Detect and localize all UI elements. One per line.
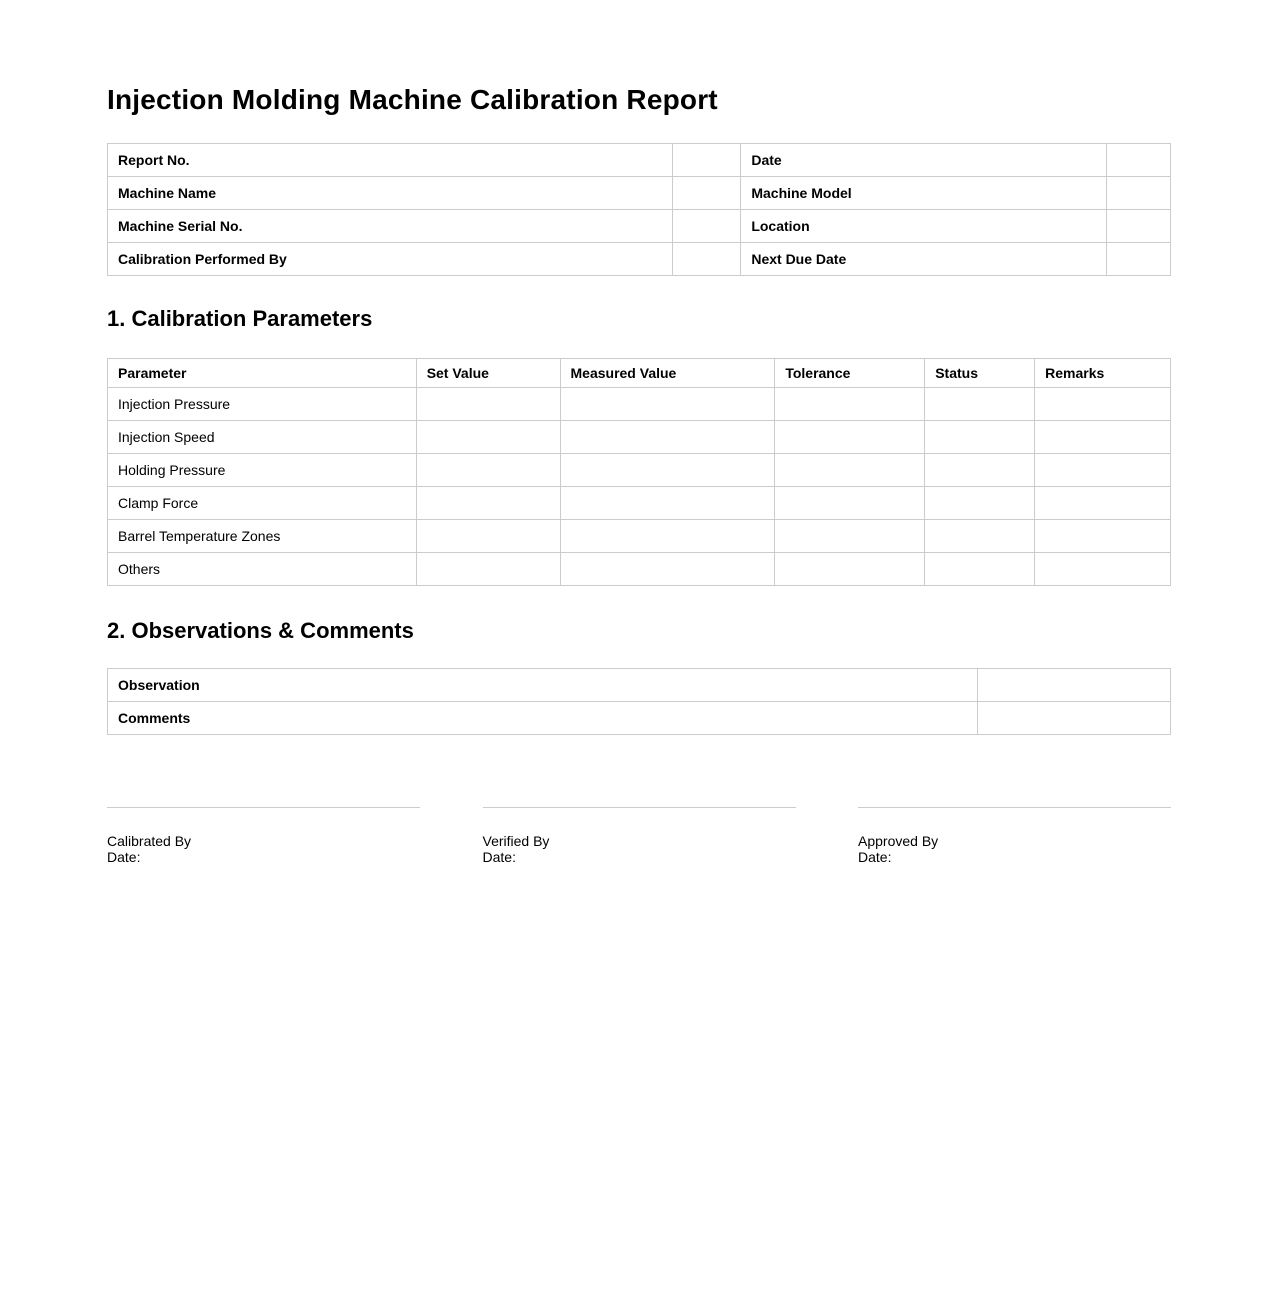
measured-value-cell [560, 388, 775, 421]
info-label-machine-serial: Machine Serial No. [108, 210, 673, 243]
info-label-next-due-date: Next Due Date [741, 243, 1107, 276]
observation-value [978, 669, 1171, 702]
comments-row [108, 702, 1171, 735]
signature-name-label: Calibrated By [107, 833, 192, 849]
parameter-name: Barrel Temperature Zones [108, 520, 417, 553]
info-value-performed-by [673, 243, 741, 276]
tolerance-cell [775, 487, 925, 520]
info-value-machine-model [1107, 177, 1171, 210]
table-row [108, 487, 1171, 520]
signature-date-label: Date: [858, 849, 892, 865]
info-value-machine-name [673, 177, 741, 210]
tolerance-cell [775, 454, 925, 487]
column-header-status: Status [925, 359, 1035, 388]
comments-label: Comments [108, 702, 978, 735]
set-value-cell [416, 487, 560, 520]
observations-table [107, 668, 1171, 735]
remarks-cell [1035, 520, 1171, 553]
report-info-table [107, 143, 1171, 276]
signatures-section [107, 807, 1171, 865]
parameter-name: Injection Pressure [108, 388, 417, 421]
status-cell [925, 454, 1035, 487]
info-value-next-due-date [1107, 243, 1171, 276]
parameter-name: Clamp Force [108, 487, 417, 520]
parameter-name: Injection Speed [108, 421, 417, 454]
calibration-parameters-table [107, 358, 1171, 586]
measured-value-cell [560, 520, 775, 553]
status-cell [925, 487, 1035, 520]
info-value-location [1107, 210, 1171, 243]
tolerance-cell [775, 553, 925, 586]
tolerance-cell [775, 421, 925, 454]
signature-labels [107, 833, 420, 865]
parameter-name: Others [108, 553, 417, 586]
parameters-header-row [108, 359, 1171, 388]
info-label-date: Date [741, 144, 1107, 177]
info-label-machine-model: Machine Model [741, 177, 1107, 210]
signature-name-label: Approved By [858, 833, 939, 849]
signature-line [107, 807, 420, 808]
info-value-report-no [673, 144, 741, 177]
remarks-cell [1035, 487, 1171, 520]
info-row [108, 243, 1171, 276]
signature-labels [858, 833, 1171, 865]
status-cell [925, 553, 1035, 586]
tolerance-cell [775, 520, 925, 553]
set-value-cell [416, 520, 560, 553]
table-row [108, 421, 1171, 454]
set-value-cell [416, 421, 560, 454]
signature-name-label: Verified By [482, 833, 550, 849]
column-header-set-value: Set Value [416, 359, 560, 388]
set-value-cell [416, 454, 560, 487]
tolerance-cell [775, 388, 925, 421]
table-row [108, 553, 1171, 586]
signature-labels [483, 833, 796, 865]
signature-line [858, 807, 1171, 808]
status-cell [925, 520, 1035, 553]
info-value-machine-serial [673, 210, 741, 243]
signature-line [483, 807, 796, 808]
measured-value-cell [560, 553, 775, 586]
section-heading-calibration-parameters: 1. Calibration Parameters [107, 306, 373, 331]
info-row [108, 144, 1171, 177]
measured-value-cell [560, 454, 775, 487]
set-value-cell [416, 553, 560, 586]
document-content [107, 84, 1171, 865]
remarks-cell [1035, 421, 1171, 454]
status-cell [925, 388, 1035, 421]
status-cell [925, 421, 1035, 454]
info-value-date [1107, 144, 1171, 177]
comments-value [978, 702, 1171, 735]
info-label-machine-name: Machine Name [108, 177, 673, 210]
info-label-performed-by: Calibration Performed By [108, 243, 673, 276]
signature-block-verified-by [483, 807, 796, 865]
signature-date-label: Date: [107, 849, 141, 865]
remarks-cell [1035, 388, 1171, 421]
observation-row [108, 669, 1171, 702]
info-row [108, 177, 1171, 210]
page-title: Injection Molding Machine Calibration Report [107, 84, 718, 115]
column-header-tolerance: Tolerance [775, 359, 925, 388]
column-header-parameter: Parameter [108, 359, 417, 388]
remarks-cell [1035, 454, 1171, 487]
parameter-name: Holding Pressure [108, 454, 417, 487]
table-row [108, 454, 1171, 487]
remarks-cell [1035, 553, 1171, 586]
column-header-remarks: Remarks [1035, 359, 1171, 388]
measured-value-cell [560, 421, 775, 454]
observation-label: Observation [108, 669, 978, 702]
measured-value-cell [560, 487, 775, 520]
column-header-measured-value: Measured Value [560, 359, 775, 388]
set-value-cell [416, 388, 560, 421]
table-row [108, 520, 1171, 553]
info-label-report-no: Report No. [108, 144, 673, 177]
signature-block-calibrated-by [107, 807, 420, 865]
info-row [108, 210, 1171, 243]
table-row [108, 388, 1171, 421]
signature-date-label: Date: [482, 849, 516, 865]
section-heading-observations: 2. Observations & Comments [107, 618, 414, 643]
info-label-location: Location [741, 210, 1107, 243]
signature-block-approved-by [858, 807, 1171, 865]
